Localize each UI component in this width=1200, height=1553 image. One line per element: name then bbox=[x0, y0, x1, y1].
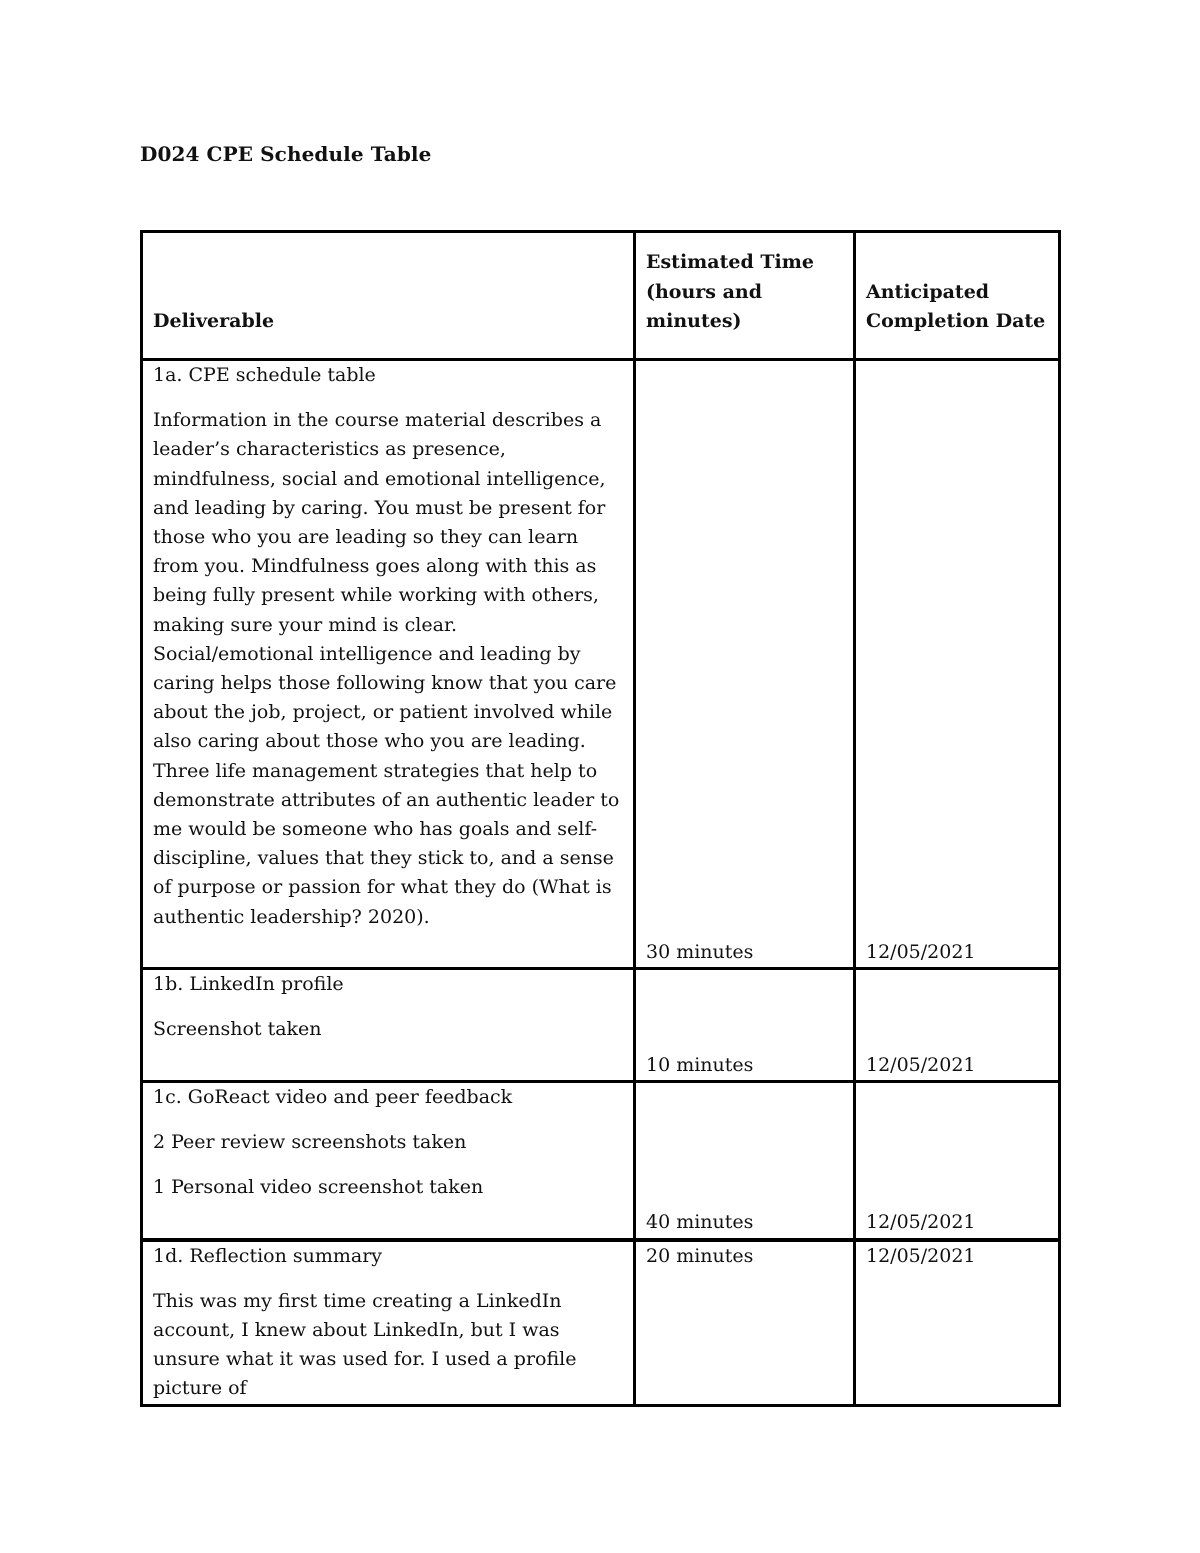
date-cell: 12/05/2021 bbox=[855, 1082, 1060, 1240]
deliverable-detail: This was my first time creating a LinkedIn account, I knew about LinkedIn, but I was unsure what it was used for. I used a profile picture of bbox=[153, 1289, 577, 1400]
table-row bbox=[142, 1240, 1060, 1406]
deliverable-detail: Screenshot taken bbox=[153, 1018, 322, 1041]
header-estimated-time: Estimated Time (hours and minutes) bbox=[635, 232, 855, 360]
table-row bbox=[142, 969, 1060, 1082]
deliverable-heading: 1a. CPE schedule table bbox=[153, 364, 376, 386]
time-cell: 30 minutes bbox=[635, 360, 855, 969]
header-deliverable: Deliverable bbox=[142, 232, 635, 360]
header-completion-date: Anticipated Completion Date bbox=[855, 232, 1060, 360]
deliverable-cell bbox=[142, 1240, 635, 1406]
time-cell: 40 minutes bbox=[635, 1082, 855, 1240]
deliverable-heading: 1b. LinkedIn profile bbox=[153, 973, 344, 995]
time-cell: 10 minutes bbox=[635, 969, 855, 1082]
deliverable-detail: 2 Peer review screenshots taken bbox=[153, 1131, 467, 1154]
time-cell: 20 minutes bbox=[635, 1240, 855, 1406]
deliverable-detail: 1 Personal video screenshot taken bbox=[153, 1176, 484, 1199]
table-row bbox=[142, 1082, 1060, 1240]
deliverable-heading: 1c. GoReact video and peer feedback bbox=[153, 1086, 513, 1108]
deliverable-heading: 1d. Reflection summary bbox=[153, 1244, 383, 1267]
deliverable-cell bbox=[142, 360, 635, 969]
document-title: D024 CPE Schedule Table bbox=[140, 142, 432, 166]
deliverable-cell bbox=[142, 969, 635, 1082]
date-cell: 12/05/2021 bbox=[855, 360, 1060, 969]
deliverable-detail: Information in the course material describes a leader’s characteristics as presence, mindfulness, social and emotional intelligence, and leading by caring. You must be present for those who you are leading so they can learn from you. Mindfulness goes along with this as being fully present while working with others, making sure your mind is clear. Social/emotional intelligence and leading by caring helps those following know that you care about the job, project, or patient involved while also caring about those who you are leading. Three life management strategies that help to demonstrate attributes of an authentic leader to me would be someone who has goals and self-discipline, values that they stick to, and a sense of purpose or passion for what they do (What is authentic leadership? 2020). bbox=[153, 409, 620, 928]
table-header-row bbox=[142, 232, 1060, 360]
date-cell: 12/05/2021 bbox=[855, 969, 1060, 1082]
schedule-table bbox=[140, 230, 1061, 1407]
date-cell: 12/05/2021 bbox=[855, 1240, 1060, 1406]
deliverable-cell bbox=[142, 1082, 635, 1240]
table-row bbox=[142, 360, 1060, 969]
